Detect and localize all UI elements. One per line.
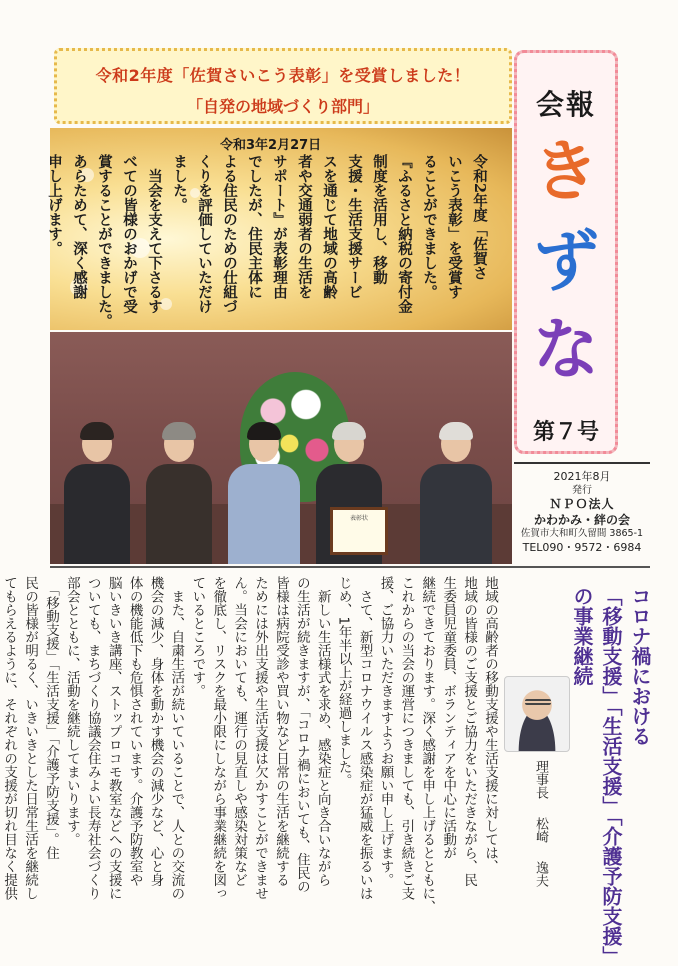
masthead-kaiho: 会報 [535, 88, 596, 121]
award-banner [54, 48, 512, 124]
banner-line-1: 令和2年度「佐賀さいこう表彰」を受賞しました！ [95, 66, 471, 85]
masthead-title-char-3: な [533, 311, 599, 388]
org-type: ＮＰＯ法人 [549, 497, 615, 512]
award-body-text: 令和2年度「佐賀さ いこう表彰」を受賞す ることができました。 『ふるさと納税の寄付金 制度を活用し、移動 支援・生活支援サービ スを通じて地域の高齢 者や交通弱者の生活を サポート』が表彰理由 でしたが、住民主体に よる住民のための仕組づ くりを評価していただけ ました。 当会を支えて下さるす べての皆様のおかげで受 賞することができました。 あらためて、深く感謝 申し上げます。 [46, 154, 488, 328]
person-2 [146, 426, 212, 564]
person-5 [420, 426, 492, 564]
masthead-title-char-1: き [533, 133, 599, 210]
chairman-title: 理事長 [533, 760, 548, 799]
org-phone: TEL090・9572・6984 [522, 540, 642, 554]
award-announcement [46, 128, 512, 330]
issue-number: 第７号 [532, 420, 599, 445]
chairman-given-name: 逸夫 [533, 861, 548, 887]
masthead-title-char-2: ず [533, 223, 599, 300]
section-divider [50, 566, 650, 568]
person-1 [64, 426, 130, 564]
award-certificate [330, 507, 388, 555]
newsletter-masthead [514, 50, 618, 454]
award-date: 令和3年2月27日 [220, 138, 322, 153]
article-body-text: 地域の高齢者の移動支援や生活支援に対しては、 地域の皆様のご支援とご協力をいただきながら、民 生委員児童委員、ボランティアを中心に活動が 継続できております。深く感謝を申し上げるとともに、 これからの当会の運営につきましても、引き続きご支 援、ご協力いただきますようお願い申し上げます。 さて、新型コロナウイルス感染症が猛威を振るいは じめ、1年半以上が経過しました。 新しい生活様式を求め、感染症と向き合いながら の生活が続きますが、「コロナ禍においても、住民の 皆様は病院受診や買い物など日常の生活を継続する ためには外出支援や生活支援は欠かすことができませ ん。当会においても、運行の見直しや感染対策など を徹底し、リスクを最小限にしながら事業継続を図っ ているところです。 また、自粛生活が続いていることで、人との交流の 機会の減少、身体を動かす機会の減少など、心と身 体の機能低下も危惧されています。介護予防教室や 脳いきいき講座、ストップロコモ教室などへの支援に ついても、まちづくり協議会住みよい長寿社会づくり 部会とともに、活動を継続してまいります。 「移動支援」「生活支援」「介護予防支援」。住 民の皆様が明るく、いきいきとした日常生活を継続し てもらえるように、それぞれの支援が切れ目なく提供 [1, 576, 498, 914]
org-address: 佐賀市大和町久留間 3865-1 [520, 528, 644, 540]
chairman-signature [526, 760, 550, 910]
award-ceremony-photo [50, 332, 512, 564]
org-name: かわかみ・絆の会 [533, 512, 630, 527]
banner-line-2: 「自発の地域づくり部門」 [186, 97, 379, 116]
certificate-title: 表彰状 [349, 515, 368, 522]
publish-label: 発行 [572, 485, 592, 497]
publisher-info [514, 462, 650, 562]
person-3 [228, 426, 300, 564]
chairman-portrait [504, 676, 570, 752]
chairman-surname: 松崎 [533, 817, 548, 843]
publish-date: 2021年8月 [553, 470, 611, 483]
glasses-shape [525, 699, 551, 705]
article-headline: コロナ禍における 「移動支援」「生活支援」「介護予防支援」 の事業継続 [570, 586, 652, 966]
